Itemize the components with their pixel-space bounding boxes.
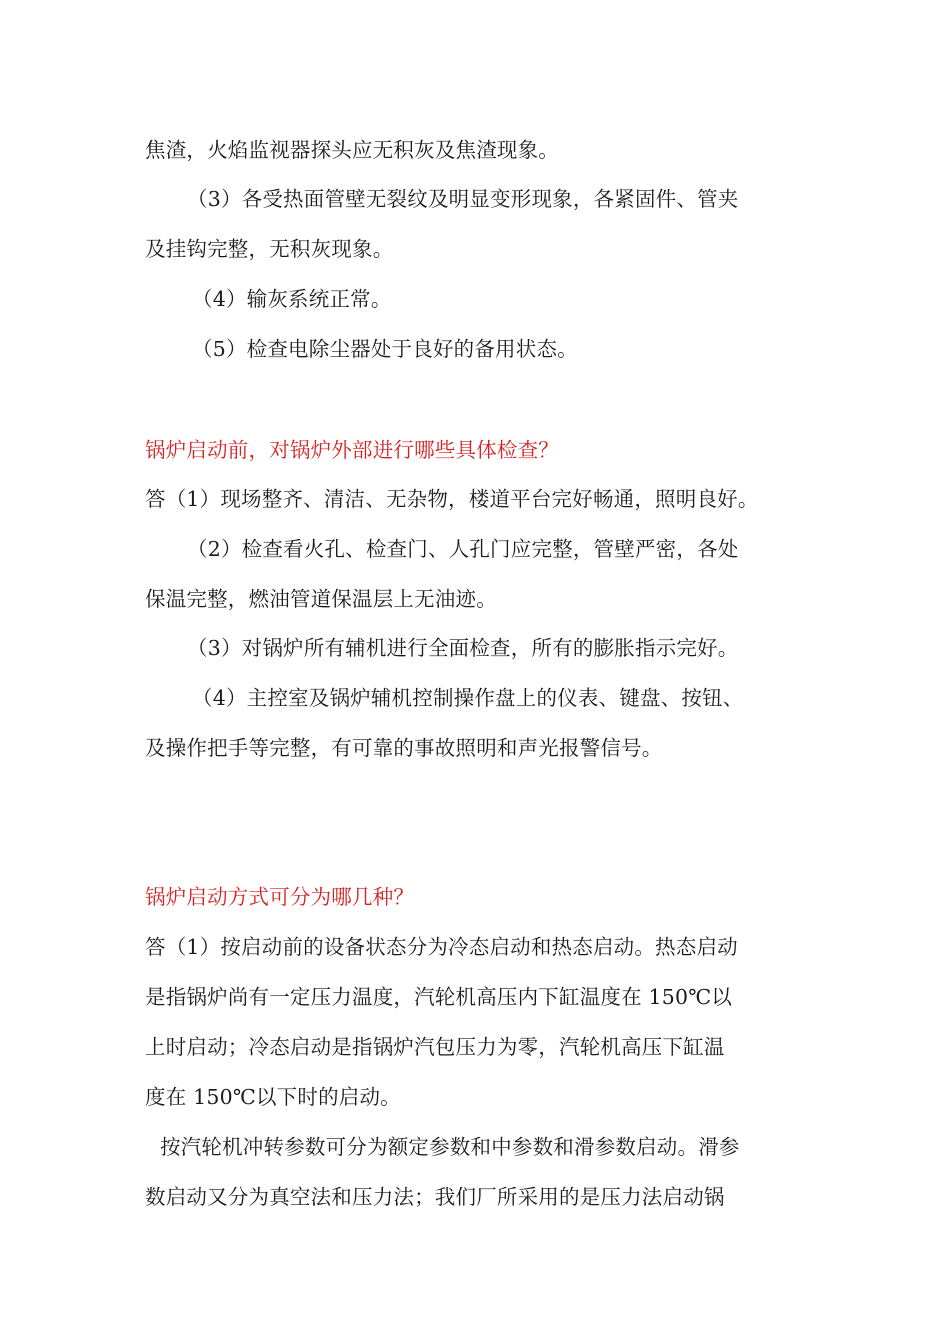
paragraph-line: 答（1）按启动前的设备状态分为冷态启动和热态启动。热态启动 bbox=[145, 935, 738, 959]
paragraph-line: 度在 150℃以下时的启动。 bbox=[145, 1085, 401, 1109]
paragraph-line: （4）主控室及锅炉辅机控制操作盘上的仪表、键盘、按钮、 bbox=[192, 686, 744, 710]
paragraph-line: （5）检查电除尘器处于良好的备用状态。 bbox=[192, 337, 578, 361]
paragraph-line: （3）各受热面管壁无裂纹及明显变形现象，各紧固件、管夹 bbox=[187, 187, 739, 211]
paragraph-line: 是指锅炉尚有一定压力温度，汽轮机高压内下缸温度在 150℃以 bbox=[145, 985, 733, 1009]
paragraph-line: （3）对锅炉所有辅机进行全面检查，所有的膨胀指示完好。 bbox=[187, 636, 739, 660]
paragraph-line: 答（1）现场整齐、清洁、无杂物，楼道平台完好畅通，照明良好。 bbox=[145, 487, 759, 511]
paragraph-line: 上时启动；冷态启动是指锅炉汽包压力为零，汽轮机高压下缸温 bbox=[145, 1035, 725, 1059]
section-heading: 锅炉启动前，对锅炉外部进行哪些具体检查？ bbox=[145, 438, 559, 462]
section-heading: 锅炉启动方式可分为哪几种？ bbox=[145, 885, 415, 909]
paragraph-line: 及挂钩完整，无积灰现象。 bbox=[145, 237, 394, 261]
paragraph-line: 保温完整，燃油管道保温层上无油迹。 bbox=[145, 587, 497, 611]
paragraph-line: 及操作把手等完整，有可靠的事故照明和声光报警信号。 bbox=[145, 736, 663, 760]
paragraph-line: （2）检查看火孔、检查门、人孔门应完整，管壁严密，各处 bbox=[187, 537, 739, 561]
paragraph-line: 数启动又分为真空法和压力法；我们厂所采用的是压力法启动锅 bbox=[145, 1185, 725, 1209]
paragraph-line: 焦渣，火焰监视器探头应无积灰及焦渣现象。 bbox=[145, 138, 559, 162]
paragraph-line: （4）输灰系统正常。 bbox=[192, 287, 392, 311]
paragraph-line: 按汽轮机冲转参数可分为额定参数和中参数和滑参数启动。滑参 bbox=[160, 1135, 740, 1159]
